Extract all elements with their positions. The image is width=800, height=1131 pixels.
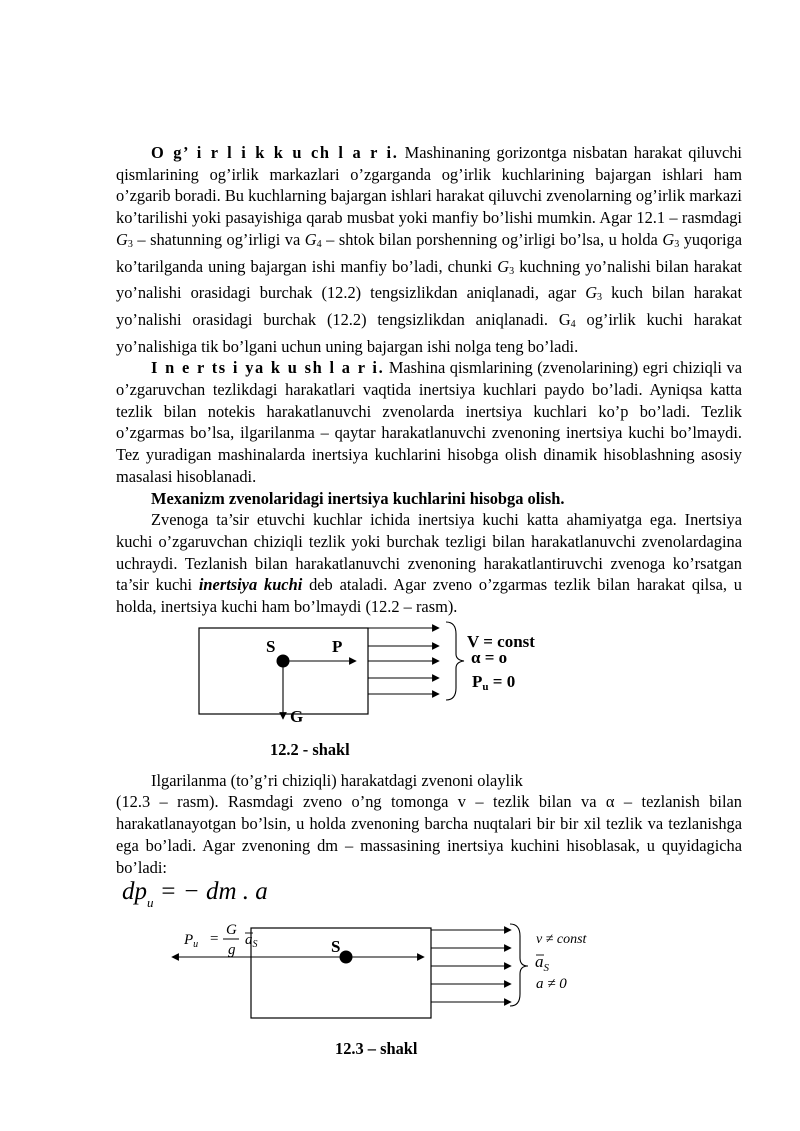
label-pu: $P_u$ xyxy=(184,932,199,951)
text-run: Mashina qismlarining (zvenolarining) egri chiziqli va o’zgaruvchan tezlikdagi harakatlari vaqtida inertsiya kuchlari paydo bo’ladi. Ayniqsa katta tezlik bilan notekis harakatlanuvchi zvenolarda inertsiya kuchlari ko’p bo’ladi. Tezlik o’zgarmas bo’lsa, ilgarilanma – qaytar harakatlanuvchi zvenoning inertsiya kuchi bo’lmaydi. Tez yuradigan mashinalarda inertsiya kuchlarini hisobga olish dinamik hisoblashning asosiy masalasi hisoblanadi. xyxy=(116,358,742,486)
center-of-mass-point xyxy=(277,654,290,667)
inertia-formula xyxy=(122,878,268,911)
label-s: S xyxy=(266,636,276,656)
formula-rhs: = − dm . a xyxy=(153,878,268,906)
symbol-g: G xyxy=(116,229,128,249)
label-acceleration: $a_S$ xyxy=(245,932,258,951)
text-run: kuchning yo’nalishi bilan harakat yo’nalishi orasidagi burchak (12.2) tengsizlikdan aniqlanadi, agar xyxy=(116,256,742,303)
document-page xyxy=(116,142,742,1072)
symbol-g: G xyxy=(304,229,317,249)
condition-v-not-const: v ≠ const xyxy=(536,932,587,948)
paragraph-gravity-forces xyxy=(116,142,742,357)
figure-12-3 xyxy=(116,922,742,1072)
text-run: (12.3 – rasm). Rasmdagi zveno o’ng tomonga v – tezlik bilan va α – tezlanish bilan harakatlanayotgan bo’lsin, u holda zvenoning barcha nuqtalari bir bir xil tezlik va tezlanishga ega bo’ladi. Agar zvenoning dm – massasining inertsiya kuchini hisoblasak, u quyidagicha bo’ladi: xyxy=(116,792,742,877)
text-run: yuqoriga ko’tarilganda uning bajargan ishi manfiy bo’ladi, chunki xyxy=(116,229,742,276)
condition-brace xyxy=(510,924,528,1006)
subscript: 4 xyxy=(570,318,576,330)
figure-12-3-diagram xyxy=(116,922,742,1032)
symbol-g: G xyxy=(585,283,598,303)
text-run: – shtok bilan porshenning og’irligi bo’lsa, u holda xyxy=(321,229,663,249)
paragraph-translational-intro xyxy=(116,770,742,792)
condition-brace xyxy=(446,622,464,700)
paragraph-translational xyxy=(116,791,742,878)
paragraph-zveno-inertia xyxy=(116,509,742,618)
text-run: og’irlik kuchi harakat yo’nalishiga tik bo’lgani uchun uning bajargan ishi nolga teng bo’ladi. xyxy=(116,309,742,356)
subscript: 3 xyxy=(674,238,680,250)
figure-12-2-diagram xyxy=(116,618,742,768)
paragraph-inertia-forces xyxy=(116,357,742,487)
text-run: Mashinaning gorizontga nisbatan harakat qiluvchi qismlarining og’irlik markazlari o’zgarganda og’irlik kuchlarining bajargan ishlari ham o’zgarib boradi. Bu kuchlarning bajargan ishlari harakat qiluvchi zvenolarning og’irlik markazi ko’tarilishi yoki pasayishiga qarab musbat yoki manfiy bo’lishi mumkin. Agar 12.1 – rasmdagi xyxy=(116,143,742,228)
fraction-denominator: g xyxy=(228,942,236,959)
label-s: S xyxy=(331,937,341,957)
condition-as: $a_S$ xyxy=(535,952,549,975)
zveno-body xyxy=(251,928,431,1018)
text-run: deb ataladi. Agar zveno o’zgarmas tezlik bilan harakat qilsa, u holda, inertsiya kuchi ham bo’lmaydi (12.2 – rasm). xyxy=(116,575,742,617)
text-run: kuch bilan harakat yo’nalishi orasidagi burchak (12.2) tengsizlikdan aniqlanadi. G xyxy=(116,283,742,329)
formula-lhs-subscript: u xyxy=(147,895,154,911)
label-equals: = xyxy=(210,931,219,948)
symbol-g: G xyxy=(497,256,510,276)
text-run: Zvenoga ta’sir etuvchi kuchlar ichida inertsiya kuchi katta ahamiyatga ega. Inertsiya kuchi o’zgaruvchan chiziqli tezlik yoki burchak tezligi bilan harakatlanuvchi zvenolardagina uchraydi. Tezlanish bilan harakatlanuvchi zvenoning harakatlantiruvchi zvenoga ko’rsatgan ta’sir kuchi xyxy=(116,510,742,595)
subheading-mechanism xyxy=(116,488,742,510)
heading-mechanism-inertia: Mexanizm zvenolaridagi inertsiya kuchlarini hisobga olish. xyxy=(151,488,565,508)
text-run: – shatunning og’irligi va xyxy=(132,229,305,249)
heading-gravity-forces: O g’ i r l i k k u ch l a r i. xyxy=(151,143,399,162)
formula-lhs: dp xyxy=(122,878,147,906)
subscript: 3 xyxy=(127,238,133,250)
condition-alpha-zero: α = o xyxy=(471,647,508,667)
text-run: Ilgarilanma (to’g’ri chiziqli) harakatdagi zvenoni olaylik xyxy=(151,770,523,790)
condition-v-const: V = const xyxy=(467,631,535,651)
emphasis-inertia-force: inertsiya kuchi xyxy=(198,575,303,595)
condition-pu-zero: Pu = 0 xyxy=(472,671,516,693)
figure-12-2 xyxy=(116,618,742,768)
label-p: P xyxy=(332,636,343,656)
symbol-g: G xyxy=(662,229,675,249)
condition-a-nonzero: a ≠ 0 xyxy=(536,976,567,993)
subscript: 3 xyxy=(509,265,515,277)
formula-block xyxy=(116,878,742,922)
heading-inertia-forces: I n e r ts i ya k u sh l a r i. xyxy=(151,358,385,378)
center-of-mass-point xyxy=(340,951,353,964)
label-g: G xyxy=(290,706,304,726)
subscript: 3 xyxy=(597,292,603,304)
fraction-numerator: G xyxy=(226,922,237,939)
figure-12-3-caption: 12.3 – shakl xyxy=(335,1039,418,1059)
figure-12-2-caption: 12.2 - shakl xyxy=(270,739,350,759)
subscript: 4 xyxy=(316,238,322,250)
